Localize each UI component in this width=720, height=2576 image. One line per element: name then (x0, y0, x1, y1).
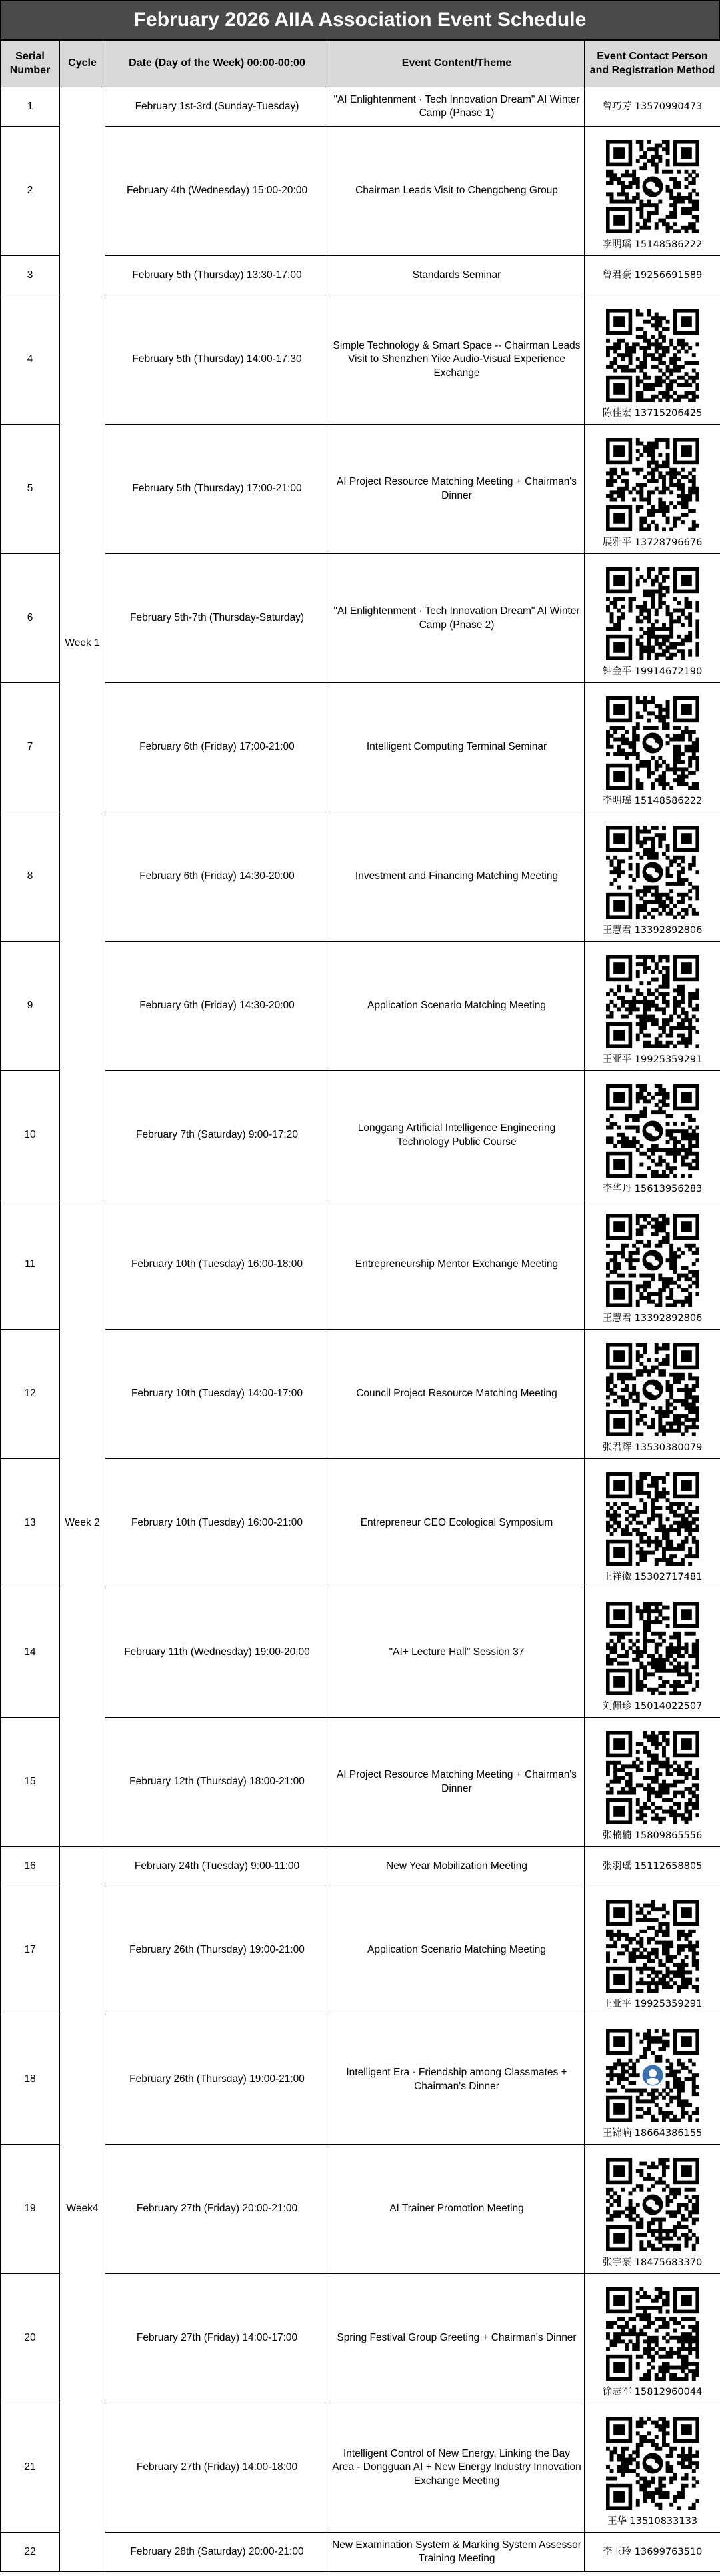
wechat-icon (641, 2193, 664, 2216)
qr-finder-pattern (607, 2098, 630, 2121)
contact-cell (585, 683, 720, 812)
contact-info: 曾君豪 19256691589 (602, 269, 703, 281)
qr-finder-pattern (607, 828, 630, 850)
qr-code-icon (606, 955, 699, 1048)
header-contact: Event Contact Person and Registration Method (585, 41, 720, 87)
serial-cell: 5 (1, 425, 60, 554)
table-row (1, 425, 720, 554)
qr-finder-pattern (607, 1671, 630, 1694)
qr-finder-pattern (607, 1345, 630, 1368)
content-cell: Standards Seminar (329, 256, 585, 295)
contact-info: 王祥徽 15302717481 (602, 1572, 703, 1583)
contact-cell (585, 1330, 720, 1459)
date-cell: February 5th (Thursday) 13:30-17:00 (105, 256, 329, 295)
qr-finder-pattern (675, 1604, 697, 1626)
qr-finder-pattern (607, 2160, 630, 2183)
contact-info: 王华 13510833133 (607, 2516, 698, 2527)
contact-cell (585, 1847, 720, 1886)
contact-cell (585, 554, 720, 683)
qr-finder-pattern (607, 2357, 630, 2379)
content-cell: Intelligent Control of New Energy, Linking the Bay Area - Dongguan AI + New Energy Industry Innovation Exchange Meeting (329, 2403, 585, 2533)
qr-code-icon (606, 567, 699, 660)
qr-finder-pattern (607, 766, 630, 788)
cycle-cell: Week 2 (60, 1200, 105, 1847)
table-row (1, 812, 720, 942)
content-cell: New Examination System & Marking System Assessor Training Meeting (329, 2533, 585, 2572)
qr-finder-pattern (607, 507, 630, 530)
date-cell: February 27th (Friday) 14:00-17:00 (105, 2274, 329, 2403)
qr-code-icon (606, 2158, 699, 2251)
contact-cell (585, 1718, 720, 1847)
contact-info: 钟金平 19914672190 (602, 666, 703, 678)
qr-finder-pattern (607, 698, 630, 721)
qr-code-icon (606, 2029, 699, 2122)
contact-cell (585, 2274, 720, 2403)
serial-cell: 16 (1, 1847, 60, 1886)
serial-cell: 20 (1, 2274, 60, 2403)
serial-cell: 18 (1, 2015, 60, 2145)
date-cell: February 4th (Wednesday) 15:00-20:00 (105, 127, 329, 256)
content-cell: "AI Enlightenment · Tech Innovation Dream" AI Winter Camp (Phase 1) (329, 87, 585, 127)
serial-cell: 11 (1, 1200, 60, 1330)
date-cell: February 27th (Friday) 14:00-18:00 (105, 2403, 329, 2533)
contact-cell (585, 1588, 720, 1718)
serial-cell: 2 (1, 127, 60, 256)
table-row (1, 1718, 720, 1847)
table-row (1, 554, 720, 683)
qr-finder-pattern (607, 1216, 630, 1238)
schedule-body (1, 87, 720, 2572)
qr-finder-pattern (675, 1733, 697, 1756)
date-cell: February 5th (Thursday) 17:00-21:00 (105, 425, 329, 554)
qr-code-icon (606, 1214, 699, 1307)
qr-finder-pattern (607, 378, 630, 401)
qr-code-icon (606, 696, 699, 790)
qr-finder-pattern (675, 142, 697, 165)
content-cell: Intelligent Computing Terminal Seminar (329, 683, 585, 812)
header-content: Event Content/Theme (329, 41, 585, 87)
content-cell: Simple Technology & Smart Space -- Chairman Leads Visit to Shenzhen Yike Audio-Visual Experience Exchange (329, 295, 585, 425)
table-row (1, 942, 720, 1071)
date-cell: February 5th (Thursday) 14:00-17:30 (105, 295, 329, 425)
wechat-icon (641, 861, 664, 884)
qr-finder-pattern (675, 1474, 697, 1497)
avatar-icon (641, 2064, 664, 2087)
qr-code-icon (606, 309, 699, 402)
qr-finder-pattern (607, 1969, 630, 1991)
qr-finder-pattern (607, 637, 630, 659)
qr-finder-pattern (607, 1733, 630, 1756)
content-cell: Council Project Resource Matching Meeting (329, 1330, 585, 1459)
table-row (1, 2403, 720, 2533)
header-serial: Serial Number (1, 41, 60, 87)
qr-finder-pattern (675, 1345, 697, 1368)
cycle-cell: Week4 (60, 1847, 105, 2572)
content-cell: Investment and Financing Matching Meeting (329, 812, 585, 942)
qr-finder-pattern (607, 311, 630, 333)
schedule-table (0, 40, 720, 2572)
contact-cell (585, 425, 720, 554)
contact-info: 王慧君 13392892806 (602, 925, 703, 936)
content-cell: Chairman Leads Visit to Chengcheng Group (329, 127, 585, 256)
serial-cell: 17 (1, 1886, 60, 2015)
contact-info: 张楠楠 15809865556 (602, 1830, 703, 1842)
table-row (1, 1588, 720, 1718)
qr-code-icon (606, 1731, 699, 1824)
qr-code-icon (606, 1900, 699, 1993)
table-row (1, 1071, 720, 1200)
qr-finder-pattern (607, 2227, 630, 2250)
content-cell: "AI Enlightenment · Tech Innovation Dream" AI Winter Camp (Phase 2) (329, 554, 585, 683)
contact-cell (585, 127, 720, 256)
qr-code-icon (606, 140, 699, 233)
header-cycle: Cycle (60, 41, 105, 87)
qr-finder-pattern (675, 2419, 697, 2441)
date-cell: February 6th (Friday) 14:30-20:00 (105, 812, 329, 942)
qr-finder-pattern (607, 1154, 630, 1176)
table-row (1, 1886, 720, 2015)
qr-finder-pattern (675, 440, 697, 463)
contact-info: 曾巧芳 13570990473 (602, 101, 703, 112)
table-row (1, 2274, 720, 2403)
contact-info: 王锦嘀 18664386155 (602, 2128, 703, 2139)
serial-cell: 3 (1, 256, 60, 295)
qr-finder-pattern (607, 209, 630, 232)
qr-code-icon (606, 438, 699, 531)
contact-cell (585, 2145, 720, 2274)
serial-cell: 21 (1, 2403, 60, 2533)
date-cell: February 26th (Thursday) 19:00-21:00 (105, 2015, 329, 2145)
qr-finder-pattern (607, 895, 630, 918)
qr-finder-pattern (675, 1216, 697, 1238)
qr-finder-pattern (675, 828, 697, 850)
serial-cell: 22 (1, 2533, 60, 2572)
qr-finder-pattern (607, 1542, 630, 1564)
contact-info: 刘佩珍 15014022507 (602, 1701, 703, 1712)
qr-finder-pattern (675, 698, 697, 721)
content-cell: AI Project Resource Matching Meeting + Chairman's Dinner (329, 1718, 585, 1847)
qr-code-icon (606, 1472, 699, 1566)
table-row (1, 256, 720, 295)
serial-cell: 1 (1, 87, 60, 127)
content-cell: Intelligent Era · Friendship among Classmates + Chairman's Dinner (329, 2015, 585, 2145)
contact-info: 李明瑶 15148586222 (602, 239, 703, 251)
qr-finder-pattern (675, 2160, 697, 2183)
content-cell: Spring Festival Group Greeting + Chairman's Dinner (329, 2274, 585, 2403)
wechat-icon (641, 1249, 664, 1272)
table-row (1, 87, 720, 127)
wechat-icon (641, 175, 664, 198)
date-cell: February 27th (Friday) 20:00-21:00 (105, 2145, 329, 2274)
contact-info: 张宇豪 18475683370 (602, 2257, 703, 2269)
qr-finder-pattern (607, 1086, 630, 1109)
contact-info: 王慧君 13392892806 (602, 1313, 703, 1324)
contact-info: 李明瑶 15148586222 (602, 796, 703, 807)
serial-cell: 19 (1, 2145, 60, 2274)
date-cell: February 7th (Saturday) 9:00-17:20 (105, 1071, 329, 1200)
date-cell: February 6th (Friday) 17:00-21:00 (105, 683, 329, 812)
contact-cell (585, 1459, 720, 1588)
qr-code-icon (606, 1343, 699, 1436)
contact-cell (585, 1200, 720, 1330)
content-cell: Entrepreneur CEO Ecological Symposium (329, 1459, 585, 1588)
qr-finder-pattern (675, 311, 697, 333)
serial-cell: 10 (1, 1071, 60, 1200)
qr-code-icon (606, 1602, 699, 1695)
contact-cell (585, 942, 720, 1071)
qr-finder-pattern (675, 957, 697, 980)
wechat-icon (641, 1120, 664, 1142)
table-row (1, 1200, 720, 1330)
date-cell: February 10th (Tuesday) 14:00-17:00 (105, 1330, 329, 1459)
contact-cell (585, 2015, 720, 2145)
qr-finder-pattern (675, 2289, 697, 2312)
contact-info: 张羽瑶 15112658805 (602, 1860, 703, 1872)
serial-cell: 4 (1, 295, 60, 425)
date-cell: February 10th (Tuesday) 16:00-18:00 (105, 1200, 329, 1330)
wechat-icon (641, 732, 664, 754)
qr-finder-pattern (607, 1902, 630, 1924)
table-row (1, 295, 720, 425)
cycle-cell: Week 1 (60, 87, 105, 1200)
date-cell: February 24th (Tuesday) 9:00-11:00 (105, 1847, 329, 1886)
qr-finder-pattern (607, 1283, 630, 1306)
table-row (1, 2533, 720, 2572)
date-cell: February 5th-7th (Thursday-Saturday) (105, 554, 329, 683)
qr-finder-pattern (607, 1474, 630, 1497)
qr-finder-pattern (607, 2031, 630, 2053)
serial-cell: 13 (1, 1459, 60, 1588)
table-row (1, 2145, 720, 2274)
table-row (1, 127, 720, 256)
contact-info: 王亚平 19925359291 (602, 1999, 703, 2010)
qr-finder-pattern (607, 1024, 630, 1047)
date-cell: February 11th (Wednesday) 19:00-20:00 (105, 1588, 329, 1718)
qr-finder-pattern (675, 1086, 697, 1109)
qr-code-icon (606, 2287, 699, 2381)
qr-finder-pattern (607, 1604, 630, 1626)
qr-finder-pattern (675, 1902, 697, 1924)
serial-cell: 14 (1, 1588, 60, 1718)
wechat-icon (641, 2452, 664, 2475)
table-row (1, 1330, 720, 1459)
contact-info: 王亚平 19925359291 (602, 1054, 703, 1066)
table-row (1, 1459, 720, 1588)
contact-info: 陈佳宏 13715206425 (602, 408, 703, 419)
content-cell: Entrepreneurship Mentor Exchange Meeting (329, 1200, 585, 1330)
contact-info: 张君辉 13530380079 (602, 1442, 703, 1454)
contact-cell (585, 1071, 720, 1200)
table-row (1, 1847, 720, 1886)
content-cell: Longgang Artificial Intelligence Engineering Technology Public Course (329, 1071, 585, 1200)
date-cell: February 28th (Saturday) 20:00-21:00 (105, 2533, 329, 2572)
qr-finder-pattern (675, 2031, 697, 2053)
date-cell: February 10th (Tuesday) 16:00-21:00 (105, 1459, 329, 1588)
qr-finder-pattern (607, 1412, 630, 1435)
qr-finder-pattern (607, 2419, 630, 2441)
content-cell: Application Scenario Matching Meeting (329, 942, 585, 1071)
content-cell: "AI+ Lecture Hall" Session 37 (329, 1588, 585, 1718)
contact-info: 徐志军 15812960044 (602, 2387, 703, 2398)
serial-cell: 7 (1, 683, 60, 812)
qr-finder-pattern (607, 1800, 630, 1823)
content-cell: AI Trainer Promotion Meeting (329, 2145, 585, 2274)
content-cell: AI Project Resource Matching Meeting + Chairman's Dinner (329, 425, 585, 554)
serial-cell: 6 (1, 554, 60, 683)
contact-info: 展雅平 13728796676 (602, 537, 703, 549)
contact-cell (585, 2403, 720, 2533)
serial-cell: 12 (1, 1330, 60, 1459)
date-cell: February 1st-3rd (Sunday-Tuesday) (105, 87, 329, 127)
contact-cell (585, 256, 720, 295)
serial-cell: 15 (1, 1718, 60, 1847)
contact-cell (585, 295, 720, 425)
date-cell: February 6th (Friday) 14:30-20:00 (105, 942, 329, 1071)
qr-code-icon (606, 826, 699, 919)
page-title: February 2026 AIIA Association Event Schedule (0, 0, 720, 40)
contact-cell (585, 1886, 720, 2015)
qr-finder-pattern (607, 2486, 630, 2509)
content-cell: Application Scenario Matching Meeting (329, 1886, 585, 2015)
date-cell: February 12th (Thursday) 18:00-21:00 (105, 1718, 329, 1847)
qr-code-icon (606, 1084, 699, 1178)
qr-finder-pattern (607, 569, 630, 592)
serial-cell: 8 (1, 812, 60, 942)
table-row (1, 2015, 720, 2145)
wechat-icon (641, 1378, 664, 1401)
header-row (1, 41, 720, 87)
contact-info: 李玉玲 13699763510 (602, 2546, 703, 2557)
serial-cell: 9 (1, 942, 60, 1071)
content-cell: New Year Mobilization Meeting (329, 1847, 585, 1886)
contact-cell (585, 2533, 720, 2572)
qr-code-icon (606, 2417, 699, 2510)
qr-finder-pattern (607, 957, 630, 980)
contact-info: 李华丹 15613956283 (602, 1184, 703, 1195)
qr-finder-pattern (607, 142, 630, 165)
date-cell: February 26th (Thursday) 19:00-21:00 (105, 1886, 329, 2015)
contact-cell (585, 87, 720, 127)
table-row (1, 683, 720, 812)
contact-cell (585, 812, 720, 942)
qr-finder-pattern (675, 569, 697, 592)
qr-finder-pattern (607, 440, 630, 463)
header-date: Date (Day of the Week) 00:00-00:00 (105, 41, 329, 87)
qr-finder-pattern (607, 2289, 630, 2312)
